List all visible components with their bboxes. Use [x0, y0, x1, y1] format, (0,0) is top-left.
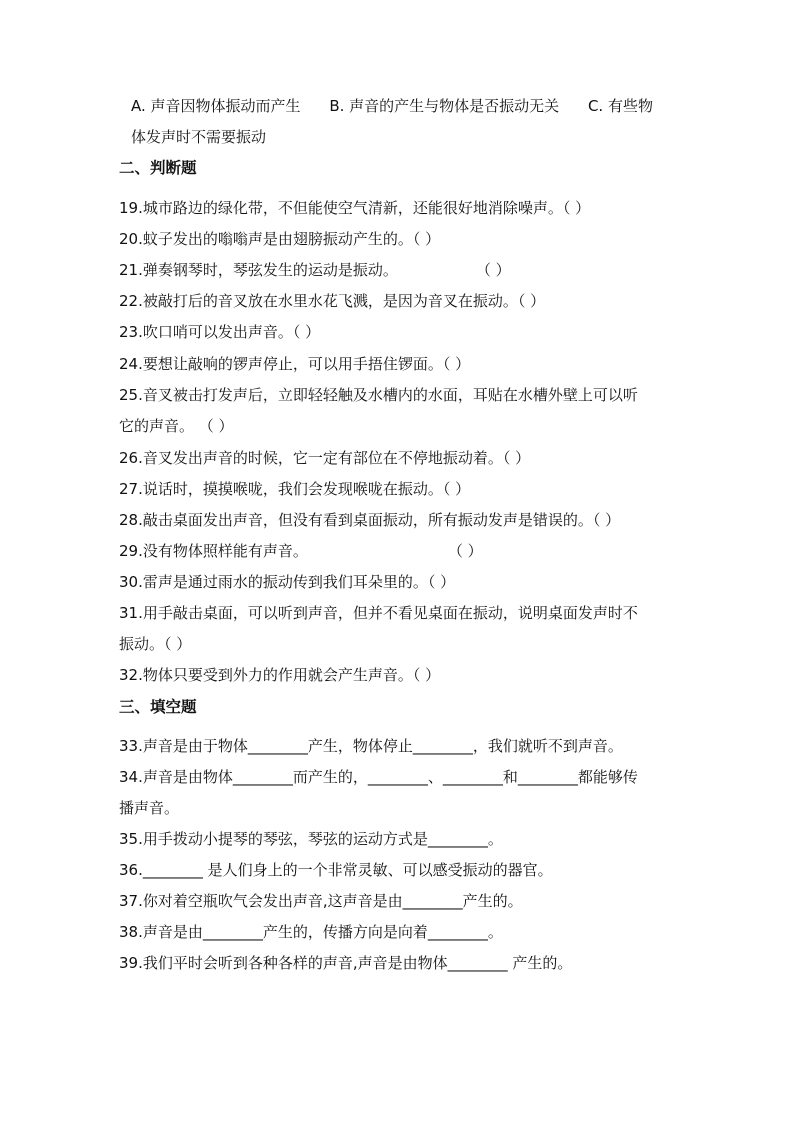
question-25-line2: 它的声音。 （ ） [119, 417, 234, 435]
question-22: 22.被敲打后的音叉放在水里水花飞溅，是因为音叉在振动。（ ） [119, 292, 546, 310]
question-33: 33.声音是由于物体________产生，物体停止________，我们就听不到声音。 [119, 737, 623, 755]
question-30: 30.雷声是通过雨水的振动传到我们耳朵里的。（ ） [119, 573, 456, 591]
question-34-line2: 播声音。 [119, 799, 180, 817]
choice-option-b: B. 声音的产生与物体是否振动无关 [329, 97, 560, 115]
question-35: 35.用手拨动小提琴的琴弦，琴弦的运动方式是________。 [119, 830, 503, 848]
choice-option-c: C. 有些物 [587, 97, 653, 115]
question-19: 19.城市路边的绿化带，不但能使空气清新，还能很好地消除噪声。（ ） [119, 199, 591, 217]
question-28: 28.敲击桌面发出声音，但没有看到桌面振动，所有振动发声是错误的。（ ） [119, 511, 621, 529]
question-37: 37.你对着空瓶吹气会发出声音,这声音是由________产生的。 [119, 892, 523, 910]
question-26: 26.音叉发出声音的时候，它一定有部位在不停地振动着。（ ） [119, 449, 531, 467]
question-29-text: 29.没有物体照样能有声音。 [119, 542, 308, 560]
choice-option-a: A. 声音因物体振动而产生 [131, 97, 301, 115]
question-21-text: 21.弹奏钢琴时，琴弦发生的运动是振动。 [119, 261, 398, 279]
question-31-line2: 振动。（ ） [119, 635, 192, 653]
question-38: 38.声音是由________产生的，传播方向是向着________。 [119, 923, 503, 941]
question-39: 39.我们平时会听到各种各样的声音,声音是由物体________ 产生的。 [119, 954, 573, 972]
question-29-answer-paren: （ ） [447, 542, 483, 560]
question-25-line1: 25.音叉被击打发声后，立即轻轻触及水槽内的水面，耳贴在水槽外壁上可以听 [119, 386, 638, 404]
choice-option-c-continued: 体发声时不需要振动 [131, 128, 267, 146]
question-31-line1: 31.用手敲击桌面，可以听到声音，但并不看见桌面在振动，说明桌面发声时不 [119, 604, 638, 622]
question-36: 36.________ 是人们身上的一个非常灵敏、可以感受振动的器官。 [119, 861, 553, 879]
question-21-answer-paren: （ ） [475, 261, 511, 279]
question-23: 23.吹口哨可以发出声音。（ ） [119, 323, 321, 341]
question-20: 20.蚊子发出的嗡嗡声是由翅膀振动产生的。（ ） [119, 230, 441, 248]
section-title-fill-blank: 三、填空题 [119, 698, 197, 716]
question-32: 32.物体只要受到外力的作用就会产生声音。（ ） [119, 666, 441, 684]
question-34-line1: 34.声音是由物体________而产生的，________、________和________都能够传 [119, 768, 638, 786]
question-27: 27.说话时，摸摸喉咙，我们会发现喉咙在振动。（ ） [119, 480, 471, 498]
choice-options-row [131, 96, 653, 116]
question-29 [119, 541, 483, 561]
question-21 [119, 260, 511, 280]
question-24: 24.要想让敲响的锣声停止，可以用手捂住锣面。（ ） [119, 355, 471, 373]
section-title-judgement: 二、判断题 [119, 159, 197, 177]
